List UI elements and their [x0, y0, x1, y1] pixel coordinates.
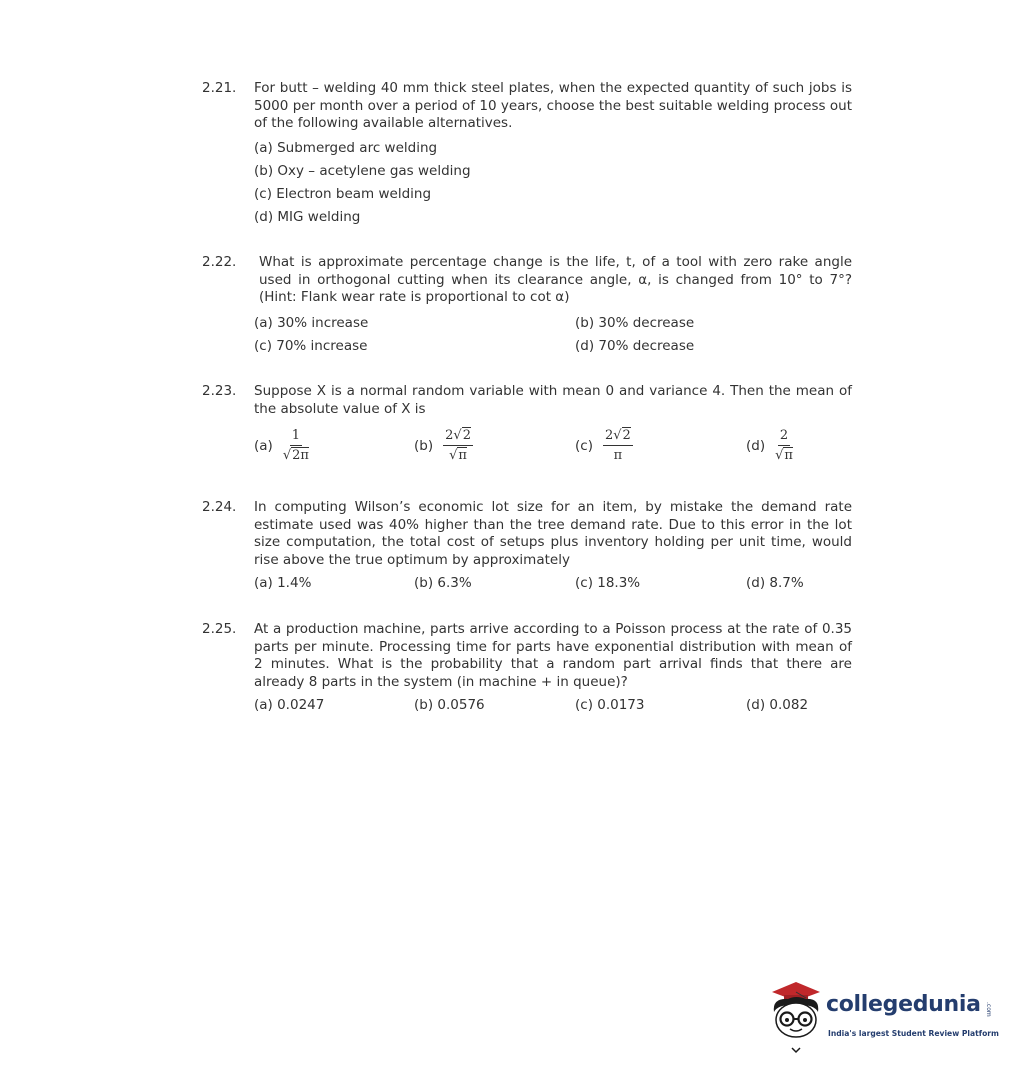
fraction: [775, 428, 793, 464]
question-text: In computing Wilson’s economic lot size for an item, by mistake the demand rate estimate used was 40% higher than the tree demand rate. Due to this error in the lot size computation, the total cost of setups plus inventory holding per unit time, would rise above the true optimum by approximately: [254, 499, 852, 568]
denominator: √2π: [282, 448, 309, 463]
option-a: (a) Submerged arc welding: [254, 139, 438, 156]
option-c: (c) Electron beam welding: [254, 185, 432, 202]
student-mascot-icon: [766, 978, 828, 1056]
option-d: (d) MIG welding: [254, 208, 361, 225]
numerator: 2√2: [443, 428, 473, 446]
question-number: 2.24.: [202, 499, 237, 515]
option-label: (a): [254, 438, 273, 454]
question-number: 2.22.: [202, 254, 237, 270]
question-number: 2.25.: [202, 621, 237, 637]
options: [254, 572, 852, 595]
question-2-25: [202, 621, 852, 717]
fraction: [443, 428, 473, 464]
brand-tagline: India's largest Student Review Platform: [828, 1029, 999, 1038]
option-b: (b) 30% decrease: [575, 314, 695, 331]
option-label: (c): [575, 438, 593, 454]
options-row-2: [254, 335, 852, 358]
question-number: 2.23.: [202, 383, 237, 399]
question-text: At a production machine, parts arrive according to a Poisson process at the rate of 0.35 parts per minute. Processing time for parts have exponential distribution with mean of 2 minutes. What is the probability that a random part arrival finds that there are already 8 parts in the system (in machine + in queue)?: [254, 621, 852, 690]
options: [254, 426, 852, 466]
option-c: (c) 70% increase: [254, 337, 368, 354]
option-b: (b) Oxy – acetylene gas welding: [254, 162, 471, 179]
option-label: (d): [746, 438, 766, 454]
collegedunia-logo: [766, 978, 999, 1058]
question-2-24: [202, 499, 852, 595]
option-b: (b) 6.3%: [414, 575, 472, 591]
radicand: 2: [622, 428, 631, 443]
option-label: (b): [414, 438, 434, 454]
question-2-23: [202, 383, 852, 466]
question-text: Suppose X is a normal random variable with mean 0 and variance 4. Then the mean of the absolute value of X is: [254, 383, 852, 417]
question-number: 2.21.: [202, 80, 237, 96]
option-a: (a) 30% increase: [254, 314, 369, 331]
option-b: [414, 426, 473, 466]
denominator: √π: [775, 448, 793, 463]
numerator: 2: [778, 428, 790, 446]
radicand: π: [458, 448, 467, 463]
question-text: What is approximate percentage change is the life, t, of a tool with zero rake angle used in orthogonal cutting when its clearance angle, α, is changed from 10° to 7°? (Hint: Flank wear rate is proportional to cot α): [259, 254, 852, 305]
fraction: [603, 428, 633, 464]
radicand: 2: [462, 428, 471, 443]
options-row-1: [254, 312, 852, 335]
denominator: π: [613, 448, 623, 463]
question-2-21: [202, 80, 852, 229]
option-b: (b) 0.0576: [414, 697, 485, 713]
coefficient: 2: [445, 428, 454, 443]
options: [254, 137, 852, 229]
question-text: For butt – welding 40 mm thick steel plates, when the expected quantity of such jobs is 5000 per month over a period of 10 years, choose the best suitable welding process out of the following available alternatives.: [254, 80, 852, 131]
radicand: 2π: [292, 448, 309, 463]
option-d: (d) 70% decrease: [575, 337, 695, 354]
option-c: (c) 0.0173: [575, 697, 645, 713]
brand-name: collegedunia: [826, 992, 981, 1017]
option-a: [254, 426, 309, 466]
options: [254, 694, 852, 717]
coefficient: 2: [604, 428, 614, 443]
option-c: [575, 426, 633, 466]
numerator: 1: [290, 428, 302, 446]
option-d: (d) 0.082: [746, 697, 809, 713]
brand-domain: .com: [985, 1002, 992, 1017]
denominator: √π: [449, 448, 467, 463]
fraction: [283, 428, 309, 464]
radicand: π: [784, 448, 793, 463]
question-2-22: [202, 254, 852, 358]
option-d: [746, 426, 793, 466]
option-d: (d) 8.7%: [746, 575, 804, 591]
option-a: (a) 1.4%: [254, 575, 312, 591]
option-a: (a) 0.0247: [254, 697, 325, 713]
numerator: 2√2: [603, 428, 633, 446]
option-c: (c) 18.3%: [575, 575, 641, 591]
